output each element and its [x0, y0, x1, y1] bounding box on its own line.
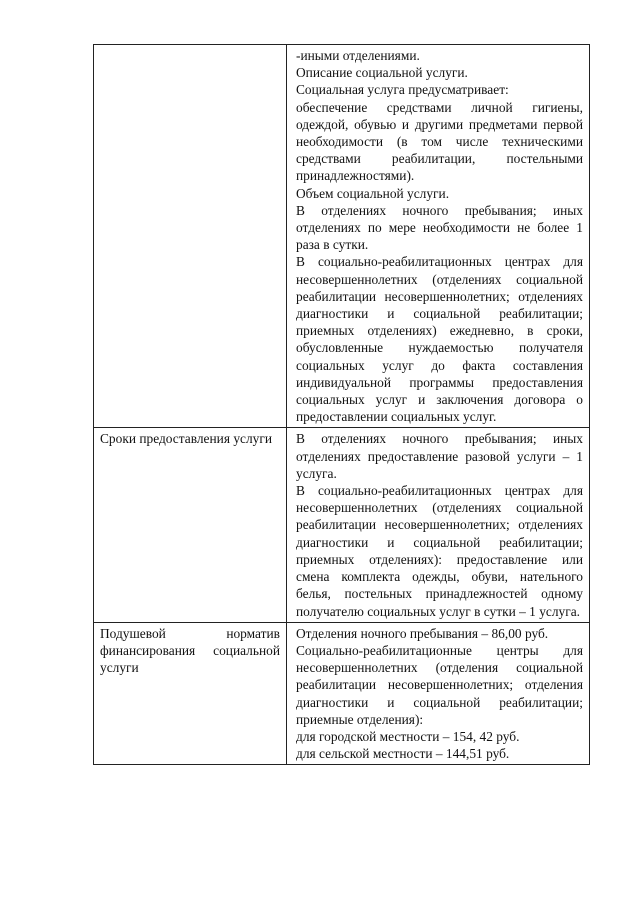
paragraph: В социально-реабилитационных центрах для несовершеннолетних (отделениях социальной реабилитации несовершеннолетних; отделениях диагностики и социальной реабилитации; приемных отделениях) ежедневно, в сроки, обусловленные нуждаемостью получателя социальных услуг до факта составления индивидуальной программы предоставления социальных услуг и заключения договора о предоставлении социальных услуг. [296, 254, 583, 425]
table-row [94, 45, 590, 428]
paragraph: для городской местности – 154, 42 руб. [296, 728, 520, 744]
paragraph: В отделениях ночного пребывания; иных отделениях предоставление разовой услуги – 1 услуга. [296, 431, 583, 481]
paragraph: Социально-реабилитационные центры для несовершеннолетних (отделения социальной реабилитации несовершеннолетних; отделения диагностики и социальной реабилитации; приемные отделения): [296, 642, 583, 727]
paragraph: Описание социальной услуги. [296, 65, 468, 81]
paragraph: для сельской местности – 144,51 руб. [296, 746, 510, 762]
paragraph: обеспечение средствами личной гигиены, одеждой, обувью и другими предметами первой необходимости (в том числе техническими средствами реабилитации, постельными принадлежностями). [296, 99, 583, 184]
paragraph: Социальная услуга предусматривает: [296, 82, 509, 98]
row-content-cell [287, 428, 590, 622]
row-label-cell [94, 428, 287, 622]
table-row [94, 428, 590, 622]
paragraph: Отделения ночного пребывания – 86,00 руб. [296, 625, 549, 641]
row-label: Подушевой норматив финансирования социальной услуги [100, 625, 280, 676]
row-label: Сроки предоставления услуги [100, 431, 272, 447]
paragraph: Объем социальной услуги. [296, 185, 450, 201]
table-row [94, 622, 590, 765]
row-label-cell [94, 45, 287, 428]
paragraph: В социально-реабилитационных центрах для несовершеннолетних (отделениях социальной реабилитации несовершеннолетних; отделениях диагностики и социальной реабилитации; приемных отделениях): предоставление или смена комплекта одежды, обуви, нательного белья, постельных принадлежностей одному получателю социальных услуг в сутки – 1 услуга. [296, 483, 583, 619]
paragraph: В отделениях ночного пребывания; иных отделениях по мере необходимости не более 1 раза в сутки. [296, 202, 583, 253]
row-label-cell [94, 622, 287, 765]
row-content-cell [287, 622, 590, 765]
service-table [93, 44, 590, 765]
row-content-cell [287, 45, 590, 428]
paragraph: -иными отделениями. [296, 48, 420, 63]
